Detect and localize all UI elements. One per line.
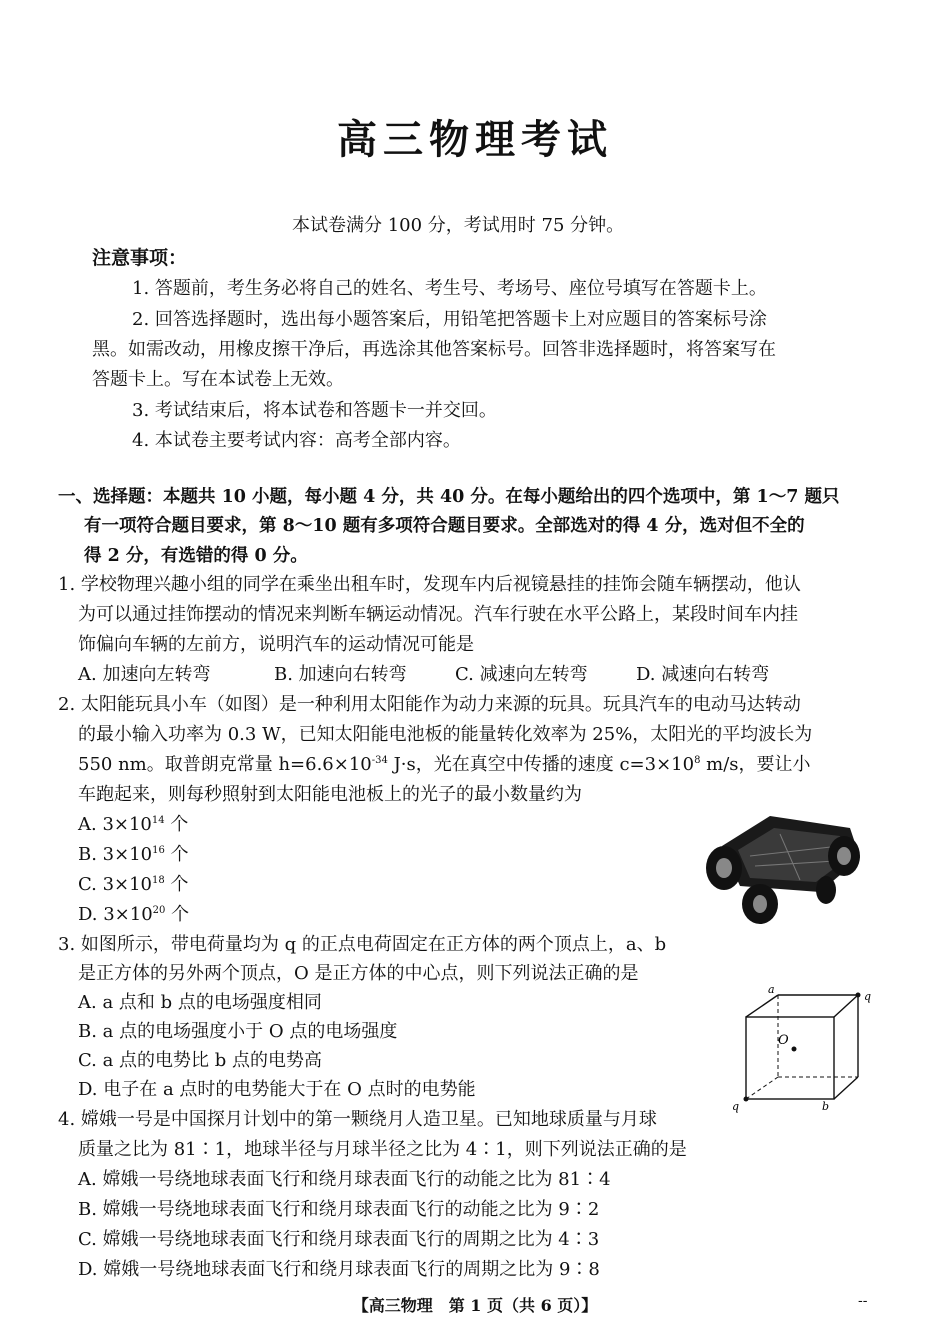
question-4-option-c: C. 嫦娥一号绕地球表面飞行和绕月球表面飞行的周期之比为 4∶3 xyxy=(78,1229,600,1250)
notice-item: 4. 本试卷主要考试内容：高考全部内容。 xyxy=(132,430,461,451)
notice-heading: 注意事项： xyxy=(92,247,188,269)
question-2-option-d: D. $3\times 10^{20}$ 个 xyxy=(78,904,190,925)
question-1-stem: 1. 学校物理兴趣小组的同学在乘坐出租车时，发现车内后视镜悬挂的挂饰会随车辆摆动，他认 xyxy=(58,574,801,595)
question-1-option-b: B. 加速向右转弯 xyxy=(274,664,407,685)
solar-toy-car-image xyxy=(700,806,870,926)
question-3-option-b: B. a 点的电场强度小于 O 点的电场强度 xyxy=(78,1021,398,1042)
question-1-option-a: A. 加速向左转弯 xyxy=(78,664,211,685)
charge-label-top: q xyxy=(864,990,872,1003)
question-1-option-d: D. 减速向右转弯 xyxy=(636,664,770,685)
section-heading: 有一项符合题目要求，第 8～10 题有多项符合题目要求。全部选对的得 4 分，选对但不全的 xyxy=(84,516,805,536)
question-3-stem: 是正方体的另外两个顶点，O 是正方体的中心点，则下列说法正确的是 xyxy=(78,963,639,984)
question-3-option-c: C. a 点的电势比 b 点的电势高 xyxy=(78,1050,322,1071)
question-4-option-d: D. 嫦娥一号绕地球表面飞行和绕月球表面飞行的周期之比为 9∶8 xyxy=(78,1259,600,1280)
question-2-stem: 的最小输入功率为 0.3 W，已知太阳能电池板的能量转化效率为 25%，太阳光的平均波长为 xyxy=(78,724,813,745)
question-2-option-c: C. $3\times 10^{18}$ 个 xyxy=(78,874,189,895)
notice-item: 3. 考试结束后，将本试卷和答题卡一并交回。 xyxy=(132,400,497,421)
question-1-option-c: C. 减速向左转弯 xyxy=(455,664,588,685)
page-title: 高三物理考试 xyxy=(337,117,613,163)
question-4-stem: 质量之比为 81∶1，地球半径与月球半径之比为 4∶1，则下列说法正确的是 xyxy=(78,1139,687,1160)
notice-item: 黑。如需改动，用橡皮擦干净后，再选涂其他答案标号。回答非选择题时，将答案写在 xyxy=(92,339,776,360)
question-4-stem: 4. 嫦娥一号是中国探月计划中的第一颗绕月人造卫星。已知地球质量与月球 xyxy=(58,1109,657,1130)
notice-item: 1. 答题前，考生务必将自己的姓名、考生号、考场号、座位号填写在答题卡上。 xyxy=(132,278,767,299)
question-2-stem: 车跑起来，则每秒照射到太阳能电池板上的光子的最小数量约为 xyxy=(78,784,582,805)
question-3-option-a: A. a 点和 b 点的电场强度相同 xyxy=(78,992,322,1013)
cube-diagram xyxy=(728,982,878,1117)
section-heading: 得 2 分，有选错的得 0 分。 xyxy=(84,546,308,566)
question-4-option-a: A. 嫦娥一号绕地球表面飞行和绕月球表面飞行的动能之比为 81∶4 xyxy=(78,1169,611,1190)
page-footer: 【高三物理 第 1 页（共 6 页）】 xyxy=(352,1296,598,1315)
question-3-stem: 3. 如图所示，带电荷量均为 q 的正点电荷固定在正方体的两个顶点上，a、b xyxy=(58,934,667,955)
vertex-label-a: a xyxy=(768,983,775,996)
question-1-stem: 为可以通过挂饰摆动的情况来判断车辆运动情况。汽车行驶在水平公路上，某段时间车内挂 xyxy=(78,604,798,625)
charge-label-bottom: q xyxy=(732,1100,740,1113)
question-2-option-b: B. $3\times 10^{16}$ 个 xyxy=(78,844,189,865)
section-heading: 一、选择题：本题共 10 小题，每小题 4 分，共 40 分。在每小题给出的四个选项中，第 1～7 题只 xyxy=(58,487,840,507)
vertex-label-b: b xyxy=(822,1100,830,1113)
question-3-option-d: D. 电子在 a 点时的电势能大于在 O 点时的电势能 xyxy=(78,1079,476,1100)
exam-subtitle: 本试卷满分 100 分，考试用时 75 分钟。 xyxy=(292,215,625,236)
question-2-option-a: A. $3\times 10^{14}$ 个 xyxy=(78,814,189,835)
question-1-stem: 饰偏向车辆的左前方，说明汽车的运动情况可能是 xyxy=(78,634,474,655)
notice-item: 2. 回答选择题时，选出每小题答案后，用铅笔把答题卡上对应题目的答案标号涂 xyxy=(132,309,767,330)
notice-item: 答题卡上。写在本试卷上无效。 xyxy=(92,369,344,390)
footer-mark: -- xyxy=(858,1293,868,1309)
question-2-stem: 2. 太阳能玩具小车（如图）是一种利用太阳能作为动力来源的玩具。玩具汽车的电动马达转动 xyxy=(58,694,801,715)
question-4-option-b: B. 嫦娥一号绕地球表面飞行和绕月球表面飞行的动能之比为 9∶2 xyxy=(78,1199,600,1220)
center-label-o: O xyxy=(778,1033,789,1048)
question-2-stem: 550 nm。取普朗克常量 $h=6.6\times 10^{-34}$ J·s，光在真空中传播的速度 $c=3\times 10^8$ m/s，要让小 xyxy=(78,754,811,775)
